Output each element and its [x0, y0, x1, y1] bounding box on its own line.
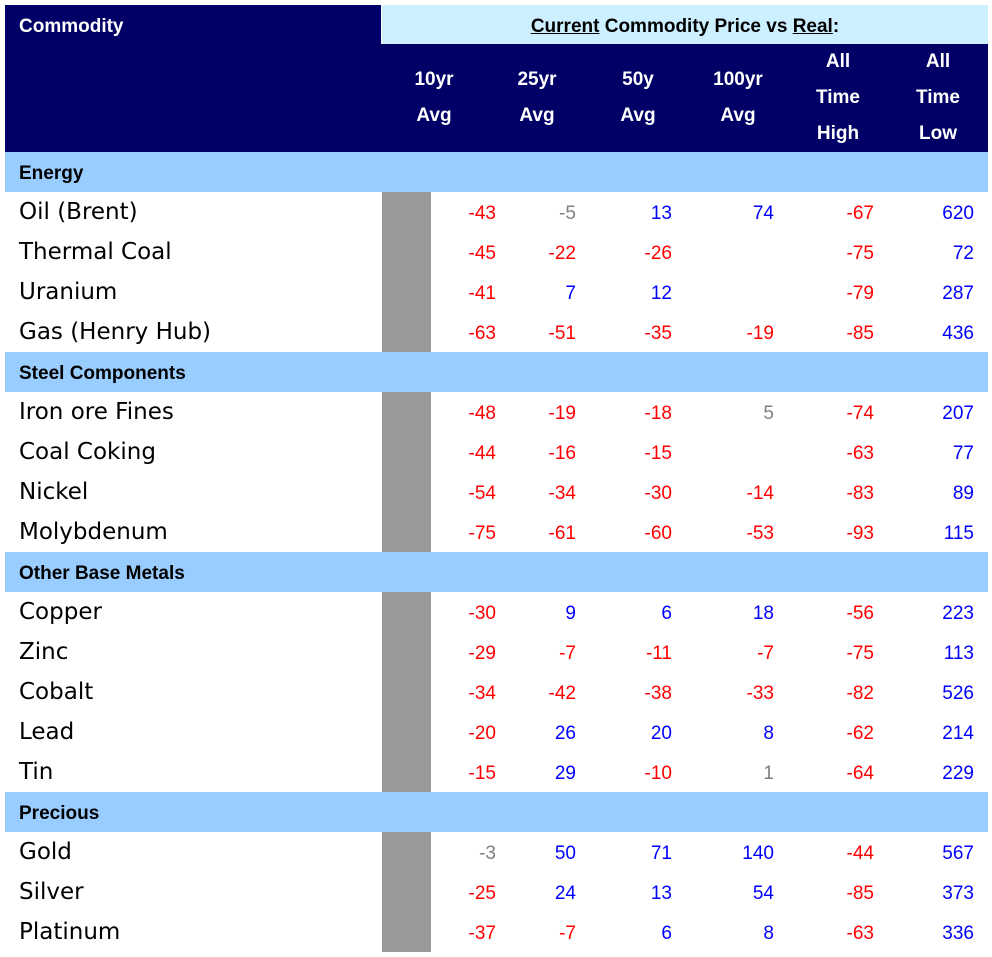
table-row	[5, 672, 988, 712]
commodity-name: Copper	[19, 599, 102, 625]
commodity-name: Molybdenum	[19, 519, 168, 545]
column-header-4	[788, 44, 888, 152]
value-cell: 13	[650, 203, 672, 224]
commodity-name: Cobalt	[19, 679, 94, 705]
value-cell: 7	[565, 283, 576, 304]
table-row	[5, 472, 988, 512]
value-cell: -20	[468, 723, 496, 744]
value-cell: 113	[943, 643, 974, 664]
table-row	[5, 392, 988, 432]
column-header-line: All	[825, 51, 851, 72]
value-cell: -53	[746, 523, 774, 544]
value-cell: -19	[746, 323, 774, 344]
column-header-line: 50y	[622, 69, 654, 90]
value-cell: 12	[650, 283, 672, 304]
value-cell: -85	[846, 883, 874, 904]
commodity-name: Tin	[19, 759, 54, 785]
commodity-name: Gas (Henry Hub)	[19, 319, 212, 345]
value-cell: -14	[746, 483, 774, 504]
value-cell: 287	[942, 283, 974, 304]
value-cell: 71	[650, 843, 672, 864]
column-header-text	[816, 44, 860, 152]
value-cell: -7	[559, 923, 576, 944]
subtitle-colon: :	[832, 16, 840, 37]
column-header-line: Avg	[620, 105, 656, 126]
value-cell: 5	[763, 403, 774, 424]
section-header	[5, 352, 988, 392]
table-row	[5, 512, 988, 552]
value-cell: -56	[846, 603, 874, 624]
value-cell: 140	[742, 843, 774, 864]
column-header-line: 25yr	[517, 69, 557, 90]
value-cell: -37	[468, 923, 496, 944]
value-cell: 207	[942, 403, 974, 424]
subtitle-current: Current	[530, 16, 600, 37]
column-header-line: High	[816, 123, 860, 144]
value-cell: -74	[846, 403, 874, 424]
commodity-name: Oil (Brent)	[19, 199, 138, 225]
value-cell: -34	[548, 483, 576, 504]
value-cell: 8	[763, 923, 774, 944]
commodity-name: Lead	[19, 719, 75, 745]
value-cell: 1	[763, 763, 774, 784]
table-row	[5, 752, 988, 792]
value-cell: -15	[468, 763, 496, 784]
value-cell: 115	[943, 523, 974, 544]
value-cell: -51	[548, 323, 576, 344]
value-cell: 214	[942, 723, 974, 744]
value-cell: -7	[559, 643, 576, 664]
value-cell: -19	[548, 403, 576, 424]
value-cell: -54	[468, 483, 496, 504]
table-row	[5, 912, 988, 952]
column-header-line: 10yr	[414, 69, 454, 90]
column-header-line: Avg	[519, 105, 555, 126]
value-cell: -38	[644, 683, 672, 704]
table-row	[5, 272, 988, 312]
column-header-line: Low	[918, 123, 957, 144]
table-row	[5, 432, 988, 472]
section-header	[5, 792, 988, 832]
value-cell: 18	[752, 603, 774, 624]
value-cell: 373	[942, 883, 974, 904]
value-cell: -10	[644, 763, 672, 784]
column-header-row	[5, 44, 988, 152]
column-header-line: All	[925, 51, 951, 72]
value-cell: -26	[644, 243, 672, 264]
value-cell: -7	[757, 643, 774, 664]
commodity-name: Gold	[19, 839, 72, 865]
column-header-text	[916, 44, 960, 152]
column-header-1	[487, 44, 587, 152]
column-header-line: Time	[915, 87, 960, 108]
value-cell: 6	[661, 923, 672, 944]
column-header-line: Avg	[720, 105, 756, 126]
value-cell: -18	[644, 403, 672, 424]
value-cell: -85	[846, 323, 874, 344]
commodity-name: Nickel	[19, 479, 89, 505]
value-cell: -48	[468, 403, 496, 424]
subtitle-middle: Commodity Price vs	[599, 16, 793, 37]
value-cell: -3	[479, 843, 496, 864]
value-cell: -5	[559, 203, 576, 224]
value-cell: 8	[763, 723, 774, 744]
column-header-line: Time	[815, 87, 860, 108]
table-row	[5, 592, 988, 632]
commodity-header-label: Commodity	[19, 16, 124, 37]
value-cell: -34	[468, 683, 496, 704]
commodity-name: Thermal Coal	[19, 239, 172, 265]
commodity-name: Iron ore Fines	[19, 399, 174, 425]
subtitle-real: Real	[792, 16, 833, 37]
value-cell: 567	[942, 843, 974, 864]
value-cell: 13	[650, 883, 672, 904]
value-cell: 223	[942, 603, 974, 624]
table-subtitle	[382, 16, 988, 38]
table-row	[5, 232, 988, 272]
value-cell: -33	[746, 683, 774, 704]
value-cell: -44	[846, 843, 874, 864]
value-cell: -29	[468, 643, 496, 664]
value-cell: -41	[468, 283, 496, 304]
section-label: Energy	[19, 163, 84, 184]
column-header-0	[384, 44, 484, 152]
section-label: Steel Components	[19, 363, 186, 384]
column-header-line: Avg	[416, 105, 452, 126]
value-cell: -63	[846, 923, 874, 944]
value-cell: 29	[554, 763, 576, 784]
value-cell: 89	[952, 483, 974, 504]
value-cell: -43	[468, 203, 496, 224]
commodity-name: Coal Coking	[19, 439, 156, 465]
value-cell: -15	[644, 443, 672, 464]
column-header-2	[588, 44, 688, 152]
value-cell: -67	[846, 203, 874, 224]
table-row	[5, 192, 988, 232]
column-header-text	[414, 62, 453, 134]
section-header	[5, 152, 988, 192]
value-cell: -11	[645, 643, 672, 664]
value-cell: -22	[548, 243, 576, 264]
value-cell: -35	[644, 323, 672, 344]
value-cell: -75	[846, 643, 874, 664]
value-cell: 26	[554, 723, 576, 744]
table-row	[5, 832, 988, 872]
value-cell: -61	[548, 523, 576, 544]
value-cell: 50	[554, 843, 576, 864]
section-label: Other Base Metals	[19, 563, 185, 584]
value-cell: -75	[468, 523, 496, 544]
value-cell: -63	[846, 443, 874, 464]
table-row	[5, 312, 988, 352]
value-cell: -83	[846, 483, 874, 504]
section-header	[5, 552, 988, 592]
column-header-5	[888, 44, 988, 152]
value-cell: -42	[548, 683, 576, 704]
value-cell: -64	[846, 763, 874, 784]
value-cell: -25	[468, 883, 496, 904]
table-header-top	[5, 5, 988, 44]
value-cell: 336	[942, 923, 974, 944]
column-header-3	[688, 44, 788, 152]
column-header-text	[713, 62, 763, 134]
value-cell: 54	[752, 883, 774, 904]
value-cell: -93	[846, 523, 874, 544]
value-cell: -79	[846, 283, 874, 304]
value-cell: -16	[548, 443, 576, 464]
value-cell: 6	[661, 603, 672, 624]
value-cell: -63	[468, 323, 496, 344]
value-cell: 74	[752, 203, 774, 224]
value-cell: -44	[468, 443, 496, 464]
value-cell: 620	[942, 203, 974, 224]
value-cell: 72	[952, 243, 974, 264]
column-header-text	[517, 62, 556, 134]
column-header-line: 100yr	[713, 69, 763, 90]
value-cell: -62	[846, 723, 874, 744]
commodity-header-cell	[5, 5, 381, 44]
subtitle-header-cell	[382, 5, 988, 44]
value-cell: 20	[650, 723, 672, 744]
commodity-name: Silver	[19, 879, 84, 905]
value-cell: -30	[468, 603, 496, 624]
value-cell: 229	[942, 763, 974, 784]
commodity-name: Platinum	[19, 919, 121, 945]
section-label: Precious	[19, 803, 100, 824]
value-cell: 24	[554, 883, 576, 904]
table-row	[5, 712, 988, 752]
commodity-name: Uranium	[19, 279, 118, 305]
table-row	[5, 872, 988, 912]
value-cell: -60	[644, 523, 672, 544]
value-cell: -45	[468, 243, 496, 264]
value-cell: -30	[644, 483, 672, 504]
commodity-table	[5, 5, 988, 952]
value-cell: 436	[942, 323, 974, 344]
value-cell: 526	[942, 683, 974, 704]
commodity-name: Zinc	[19, 639, 69, 665]
value-cell: 9	[565, 603, 576, 624]
value-cell: -82	[846, 683, 874, 704]
table-row	[5, 632, 988, 672]
value-cell: -75	[846, 243, 874, 264]
column-header-text	[620, 62, 655, 134]
table-body	[5, 152, 988, 952]
value-cell: 77	[952, 443, 974, 464]
